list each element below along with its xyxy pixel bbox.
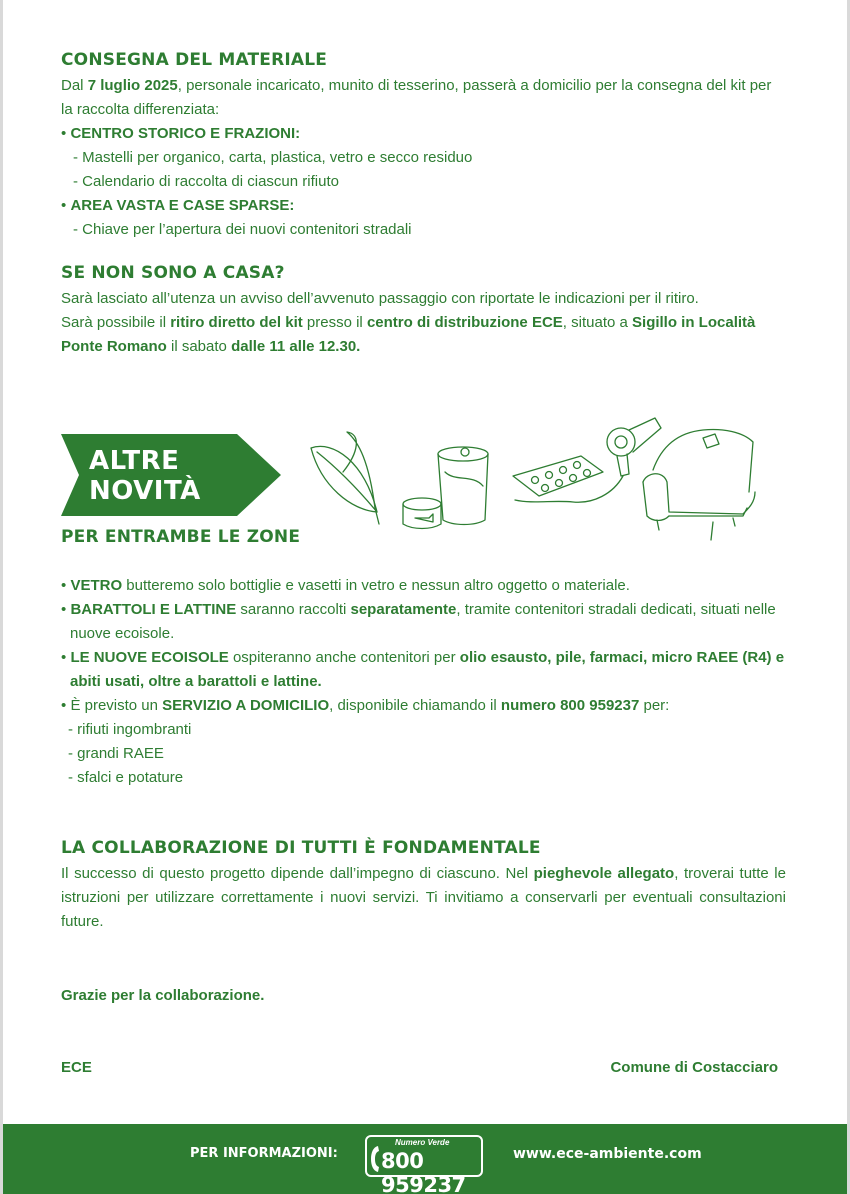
thanks-text: Grazie per la collaborazione. <box>61 987 265 1004</box>
footer-label: PER INFORMAZIONI: <box>190 1146 338 1161</box>
kit-item: - Mastelli per organico, carta, plastica, vetro e secco residuo <box>73 149 473 166</box>
section-non-casa <box>61 263 786 359</box>
organic-bin-icon <box>438 447 488 525</box>
armchair-icon <box>643 430 755 541</box>
section-title: SE NON SONO A CASA? <box>61 263 285 283</box>
list-item: • LE NUOVE ECOISOLE ospiteranno anche contenitori per olio esausto, pile, farmaci, micro RAEE (R4) e abiti usati, oltre a barattoli e lattine. <box>61 649 785 690</box>
novita-list <box>61 574 786 790</box>
hair-dryer-icon <box>515 418 661 502</box>
pills-blister-icon <box>513 456 603 496</box>
paragraph: Sarà possibile il ritiro diretto del kit presso il centro di distribuzione ECE, situato a Sigillo in Località Ponte Romano il sabato dalle 11 alle 12.30. <box>61 314 756 355</box>
service-item: - grandi RAEE <box>68 745 164 762</box>
section-novita <box>61 527 786 547</box>
paragraph: Sarà lasciato all’utenza un avviso dell’avvenuto passaggio con riportate le indicazioni per il ritiro. <box>61 290 699 307</box>
paragraph: Il successo di questo progetto dipende dall’impegno di ciascuno. Nel pieghevole allegato, troverai tutte le istruzioni per utilizzare correttamente i nuovi servizi. Ti invitiamo a conservarli per eventuali consultazioni future. <box>61 865 786 930</box>
consegna-intro: Dal 7 luglio 2025, personale incaricato, munito di tesserino, passerà a domicilio per la consegna del kit per la raccolta differenziata: <box>61 77 772 118</box>
section-collab <box>61 838 786 934</box>
can-icon <box>403 498 441 529</box>
website-link[interactable]: www.ece-ambiente.com <box>513 1146 702 1162</box>
section-consegna <box>61 50 786 242</box>
kit-item: - Calendario di raccolta di ciascun rifiuto <box>73 173 339 190</box>
service-item: - sfalci e potature <box>68 769 184 786</box>
leaf-icon <box>311 432 379 524</box>
service-item: - rifiuti ingombranti <box>68 721 192 738</box>
toll-free-number: 800 959237 <box>381 1149 466 1194</box>
banner-text: ALTRE NOVITÀ <box>89 446 201 506</box>
novita-banner <box>61 434 283 516</box>
toll-free-box[interactable] <box>365 1135 483 1194</box>
signature-comune: Comune di Costacciaro <box>610 1059 778 1076</box>
section-title: CONSEGNA DEL MATERIALE <box>61 50 328 70</box>
list-item: • È previsto un SERVIZIO A DOMICILIO, disponibile chiamando il numero 800 959237 per: <box>61 697 670 714</box>
footer-bar <box>3 1124 847 1194</box>
zone-item: • AREA VASTA E CASE SPARSE: <box>61 197 295 214</box>
signatures <box>61 1056 786 1080</box>
list-item: • VETRO butteremo solo bottiglie e vasetti in vetro e nessun altro oggetto o materiale. <box>61 577 630 594</box>
phone-handset-icon <box>369 1145 381 1173</box>
closing <box>61 984 786 1008</box>
signature-ece: ECE <box>61 1059 92 1076</box>
toll-free-label: Numero Verde <box>395 1138 450 1147</box>
section-subtitle: PER ENTRAMBE LE ZONE <box>61 527 301 547</box>
letter-page <box>3 0 847 1194</box>
zone-item: • CENTRO STORICO E FRAZIONI: <box>61 125 301 142</box>
list-item: • BARATTOLI E LATTINE saranno raccolti separatamente, tramite contenitori stradali dedicati, situati nelle nuove ecoisole. <box>61 601 776 642</box>
section-title: LA COLLABORAZIONE DI TUTTI È FONDAMENTALE <box>61 838 541 858</box>
kit-item: - Chiave per l’apertura dei nuovi contenitori stradali <box>73 221 412 238</box>
